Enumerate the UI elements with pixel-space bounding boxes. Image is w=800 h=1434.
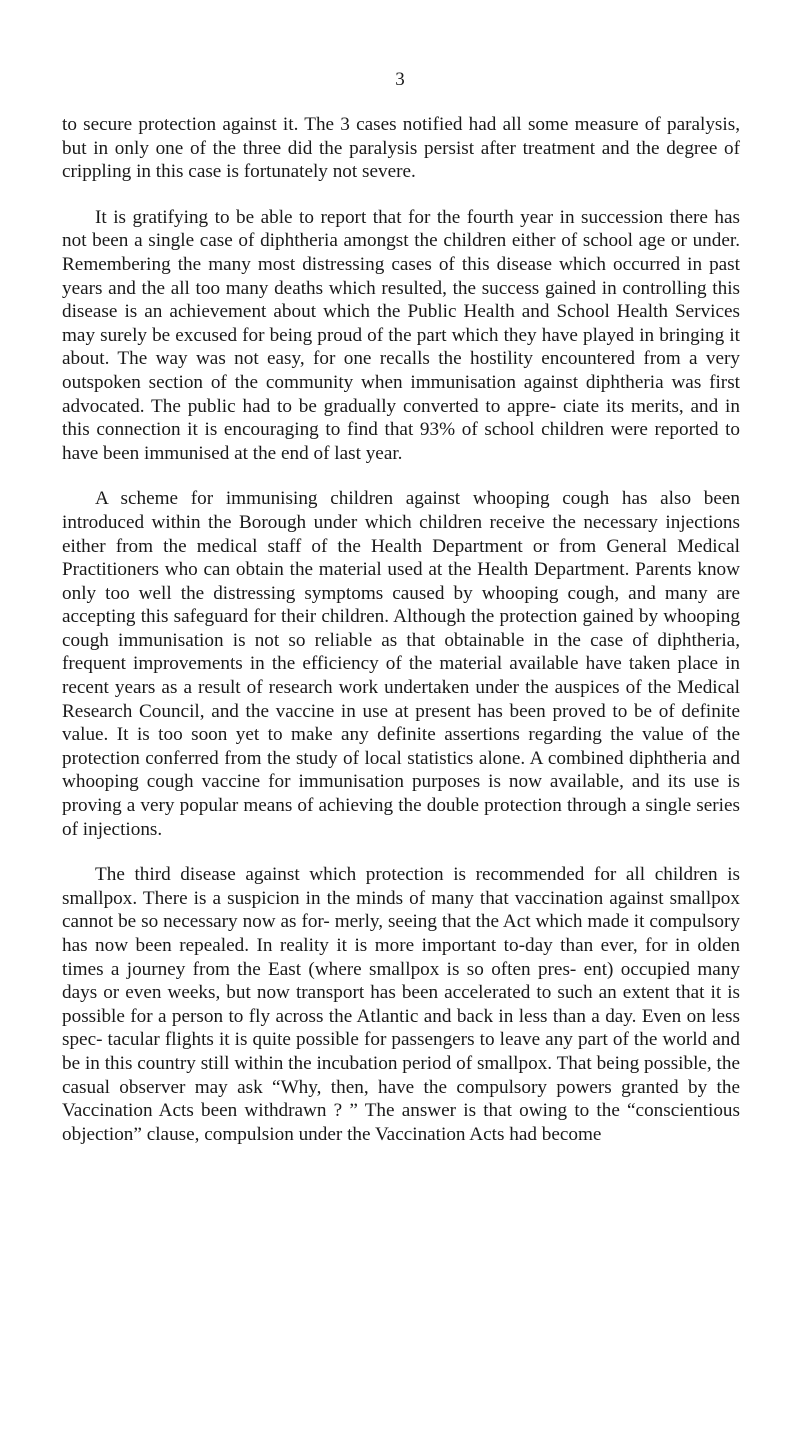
paragraph-polio-cases: to secure protection against it. The 3 cases notified had all some measure of paralysis, but in only one of the three did the paralysis persist after treatment and the degree of crippling in this case is fortunately not severe.: [62, 114, 740, 183]
paragraph-smallpox: The third disease against which protection is recommended for all children is smallpox. There is a suspicion in the minds of many that vaccination against smallpox cannot be so necessary now as for- merly, seeing that the Act which made it compulsory has now been repealed. In reality it is more important to-day than ever, for in olden times a journey from the East (where smallpox is so often pres- ent) occupied many days or even weeks, but now transport has been accelerated to such an extent that it is possible for a person to fly across the Atlantic and back in less than a day. Even on less spec- tacular flights it is quite possible for passengers to leave any part of the world and be in this country still within the incubation period of smallpox. That being possible, the casual observer may ask “Why, then, have the compulsory powers granted by the Vaccination Acts been withdrawn ? ” The answer is that owing to the “conscientious objection” clause, compulsion under the Vaccination Acts had become: [62, 864, 740, 1145]
paragraph-diphtheria: It is gratifying to be able to report that for the fourth year in succession there has not been a single case of diphtheria amongst the children either of school age or under. Remembering the many most distressing cases of this disease which occurred in past years and the all too many deaths which resulted, the success gained in controlling this disease is an achievement about which the Public Health and School Health Services may surely be excused for being proud of the part which they have played in bringing it about. The way was not easy, for one recalls the hostility encountered from a very outspoken section of the community when immunisation against diphtheria was first advocated. The public had to be gradually converted to appre- ciate its merits, and in this connection it is encouraging to find that 93% of school children were reported to have been immunised at the end of last year.: [62, 206, 740, 464]
paragraph-whooping-cough: A scheme for immunising children against whooping cough has also been introduced within the Borough under which children receive the necessary injections either from the medical staff of the Health Department or from General Medical Practitioners who can obtain the material used at the Health Department. Parents know only too well the distressing symptoms caused by whooping cough, and many are accepting this safeguard for their children. Although the protection gained by whooping cough immunisation is not so reliable as that obtainable in the case of diphtheria, frequent improvements in the efficiency of the material available have taken place in recent years as a result of research work undertaken under the auspices of the Medical Research Council, and the vaccine in use at present has been proved to be of definite value. It is too soon yet to make any definite assertions regarding the value of the protection conferred from the study of local statistics alone. A combined diphtheria and whooping cough vaccine for immunisation purposes is now available, and its use is proving a very popular means of achieving the double protection through a single series of injections.: [62, 488, 740, 840]
body-text: [62, 113, 740, 1146]
page-number: 3: [395, 69, 405, 90]
